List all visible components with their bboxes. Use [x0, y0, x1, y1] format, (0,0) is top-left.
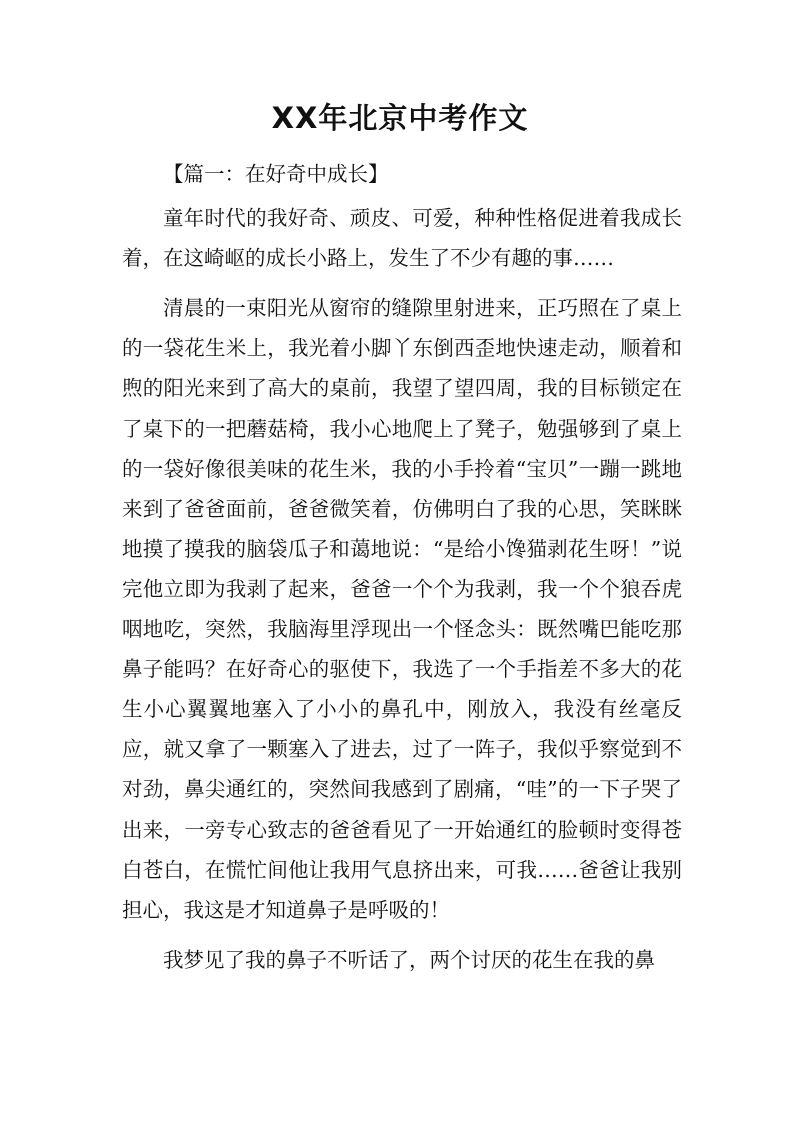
paragraph-main-story: 清晨的一束阳光从窗帘的缝隙里射进来，正巧照在了桌上的一袋花生米上，我光着小脚丫东倒西歪地快速走动，顺着和煦的阳光来到了高大的桌前，我望了望四周，我的目标锁定在了桌下的一把蘑菇椅，我小心地爬上了凳子，勉强够到了桌上的一袋好像很美味的花生米，我的小手拎着“宝贝”一蹦一跳地来到了爸爸面前，爸爸微笑着，仿佛明白了我的心思，笑眯眯地摸了摸我的脑袋瓜子和蔼地说：“是给小馋猫剥花生呀！”说完他立即为我剥了起来，爸爸一个个为我剥，我一个个狼吞虎咽地吃，突然，我脑海里浮现出一个怪念头：既然嘴巴能吃那鼻子能吗？在好奇心的驱使下，我选了一个手指差不多大的花生小心翼翼地塞入了小小的鼻孔中，刚放入，我没有丝毫反应，就又拿了一颗塞入了进去，过了一阵子，我似乎察觉到不对劲，鼻尖通红的，突然间我感到了剧痛，“哇”的一下子哭了出来，一旁专心致志的爸爸看见了一开始通红的脸顿时变得苍白苍白，在慌忙间他让我用气息挤出来，可我……爸爸让我别担心，我这是才知道鼻子是呼吸的！ [122, 296, 682, 922]
section-heading: 【篇一：在好奇中成长】 [163, 162, 389, 186]
document-title: XX年北京中考作文 [271, 101, 529, 135]
paragraph-dream: 我梦见了我的鼻子不听话了，两个讨厌的花生在我的鼻 [163, 947, 655, 972]
paragraph-intro: 童年时代的我好奇、顽皮、可爱，种种性格促进着我成长着，在这崎岖的成长小路上，发生了不少有趣的事…… [122, 206, 682, 271]
document-body [122, 154, 682, 980]
